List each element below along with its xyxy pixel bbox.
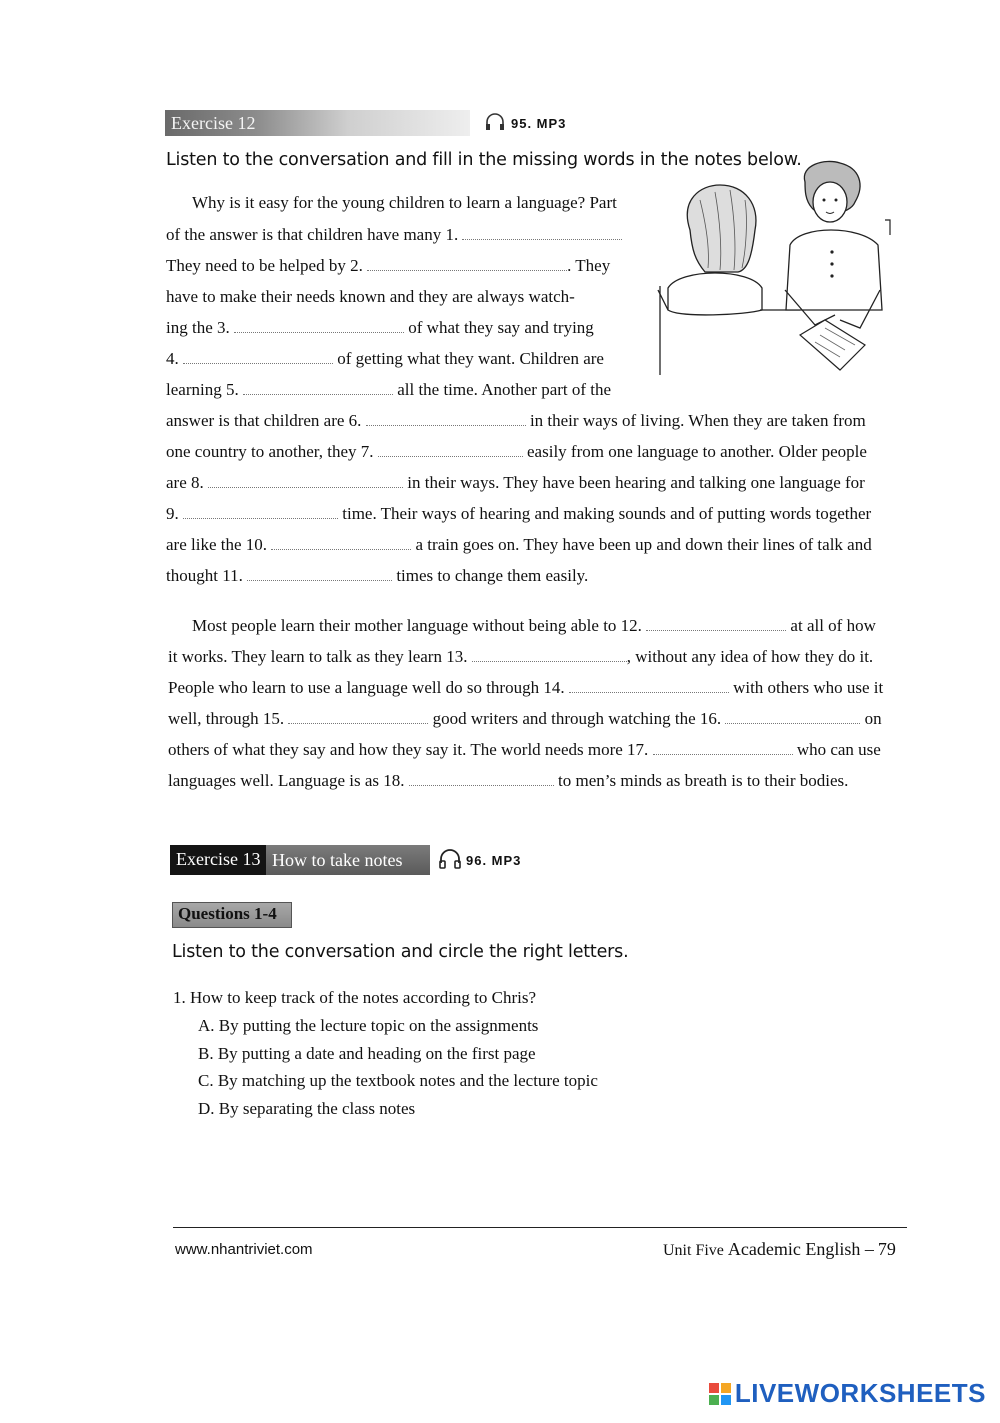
blank-2[interactable] bbox=[367, 258, 567, 271]
text-segment: well, through 15. bbox=[168, 709, 285, 728]
blank-4[interactable] bbox=[183, 351, 333, 364]
audio-file-label: 96. MP3 bbox=[466, 853, 522, 868]
blank-17[interactable] bbox=[653, 742, 793, 755]
text-line bbox=[166, 534, 872, 556]
text-line bbox=[166, 565, 588, 587]
text-line bbox=[166, 317, 594, 339]
text-line bbox=[166, 379, 611, 401]
blank-12[interactable] bbox=[646, 618, 786, 631]
footer-page-number: 79 bbox=[877, 1239, 896, 1259]
text-segment: 9. bbox=[166, 504, 179, 523]
text-segment: are 8. bbox=[166, 473, 204, 492]
conversation-illustration bbox=[650, 160, 900, 395]
text-segment: others of what they say and how they say it. The world needs more 17. bbox=[168, 740, 649, 759]
blank-7[interactable] bbox=[378, 444, 523, 457]
text-line bbox=[166, 410, 866, 432]
text-segment: who can use bbox=[796, 740, 881, 759]
text-segment: at all of how bbox=[790, 616, 876, 635]
logo-squares-icon bbox=[709, 1383, 731, 1405]
text-segment: answer is that children are 6. bbox=[166, 411, 362, 430]
question-1: 1. How to keep track of the notes according to Chris? bbox=[173, 988, 537, 1007]
text-segment: of getting what they want. Children are bbox=[337, 349, 604, 368]
text-segment: They need to be helped by 2. bbox=[166, 256, 363, 275]
blank-14[interactable] bbox=[569, 680, 729, 693]
text-line bbox=[166, 503, 871, 525]
text-segment: 4. bbox=[166, 349, 179, 368]
option-d[interactable]: D. By separating the class notes bbox=[198, 1099, 416, 1118]
exercise-12-label: Exercise 12 bbox=[171, 113, 256, 133]
questions-label: Questions 1-4 bbox=[178, 904, 277, 923]
footer-website: www.nhantriviet.com bbox=[175, 1241, 313, 1258]
option-a[interactable]: A. By putting the lecture topic on the assignments bbox=[198, 1016, 539, 1035]
text-segment: languages well. Language is as 18. bbox=[168, 771, 405, 790]
text-segment: all the time. Another part of the bbox=[397, 380, 612, 399]
blank-16[interactable] bbox=[725, 711, 860, 724]
text-line bbox=[168, 677, 883, 699]
text-segment: are like the 10. bbox=[166, 535, 268, 554]
text-segment: to men’s minds as breath is to their bodies. bbox=[558, 771, 849, 790]
blank-8[interactable] bbox=[208, 475, 403, 488]
text-line bbox=[168, 739, 881, 761]
text-segment: of what they say and trying bbox=[408, 318, 594, 337]
text-segment: ing the 3. bbox=[166, 318, 230, 337]
text-segment: learning 5. bbox=[166, 380, 239, 399]
blank-1[interactable] bbox=[462, 227, 622, 240]
footer-page-info bbox=[663, 1239, 896, 1260]
text-segment: . They bbox=[567, 256, 611, 275]
text-segment: time. Their ways of hearing and making sounds and of putting words together bbox=[342, 504, 872, 523]
text-segment: it works. They learn to talk as they learn 13. bbox=[168, 647, 468, 666]
text-line: have to make their needs known and they are always watch- bbox=[166, 287, 575, 306]
blank-11[interactable] bbox=[247, 568, 392, 581]
option-c[interactable]: C. By matching up the textbook notes and the lecture topic bbox=[198, 1071, 598, 1090]
text-segment: , without any idea of how they do it. bbox=[626, 647, 874, 666]
option-b[interactable]: B. By putting a date and heading on the first page bbox=[198, 1044, 536, 1063]
text-line: Why is it easy for the young children to learn a language? Part bbox=[192, 193, 617, 212]
footer-section: Academic English – bbox=[727, 1239, 874, 1259]
text-segment: times to change them easily. bbox=[396, 566, 589, 585]
text-segment: People who learn to use a language well do so through 14. bbox=[168, 678, 565, 697]
blank-13[interactable] bbox=[472, 649, 627, 662]
text-segment: with others who use it bbox=[733, 678, 884, 697]
text-segment: on bbox=[864, 709, 882, 728]
blank-9[interactable] bbox=[183, 506, 338, 519]
exercise-13-title: How to take notes bbox=[266, 845, 430, 875]
text-segment: easily from one language to another. Older people bbox=[527, 442, 867, 461]
blank-18[interactable] bbox=[409, 773, 554, 786]
text-line bbox=[166, 255, 610, 277]
exercise-12-instruction: Listen to the conversation and fill in the missing words in the notes below. bbox=[166, 150, 802, 170]
logo-text: LIVEWORKSHEETS bbox=[734, 1378, 986, 1408]
text-line bbox=[166, 348, 604, 370]
text-segment: in their ways of living. When they are taken from bbox=[529, 411, 866, 430]
text-line bbox=[168, 708, 882, 730]
text-segment: one country to another, they 7. bbox=[166, 442, 374, 461]
exercise-12-badge bbox=[165, 110, 470, 136]
footer-unit: Unit Five bbox=[663, 1242, 724, 1259]
exercise-13-instruction: Listen to the conversation and circle the right letters. bbox=[172, 942, 629, 962]
headphones-icon bbox=[484, 112, 506, 137]
blank-15[interactable] bbox=[288, 711, 428, 724]
questions-badge bbox=[172, 902, 292, 928]
text-segment: Most people learn their mother language without being able to 12. bbox=[192, 616, 642, 635]
text-segment: of the answer is that children have many 1. bbox=[166, 225, 459, 244]
exercise-13-label: Exercise 13 bbox=[176, 849, 261, 869]
blank-10[interactable] bbox=[271, 537, 411, 550]
text-segment: thought 11. bbox=[166, 566, 243, 585]
text-line bbox=[192, 615, 876, 637]
text-line bbox=[166, 472, 865, 494]
text-line bbox=[166, 441, 867, 463]
exercise-13-header bbox=[170, 845, 430, 875]
audio-file-label: 95. MP3 bbox=[511, 116, 567, 131]
text-line bbox=[166, 224, 622, 246]
footer-divider bbox=[173, 1227, 907, 1228]
blank-5[interactable] bbox=[243, 382, 393, 395]
text-segment: in their ways. They have been hearing and talking one language for bbox=[407, 473, 865, 492]
blank-3[interactable] bbox=[234, 320, 404, 333]
blank-6[interactable] bbox=[366, 413, 526, 426]
text-line bbox=[168, 646, 873, 668]
text-line bbox=[168, 770, 848, 792]
liveworksheets-logo bbox=[709, 1378, 986, 1409]
text-segment: a train goes on. They have been up and down their lines of talk and bbox=[415, 535, 872, 554]
text-segment: good writers and through watching the 16. bbox=[432, 709, 722, 728]
headphones-icon bbox=[438, 848, 462, 875]
